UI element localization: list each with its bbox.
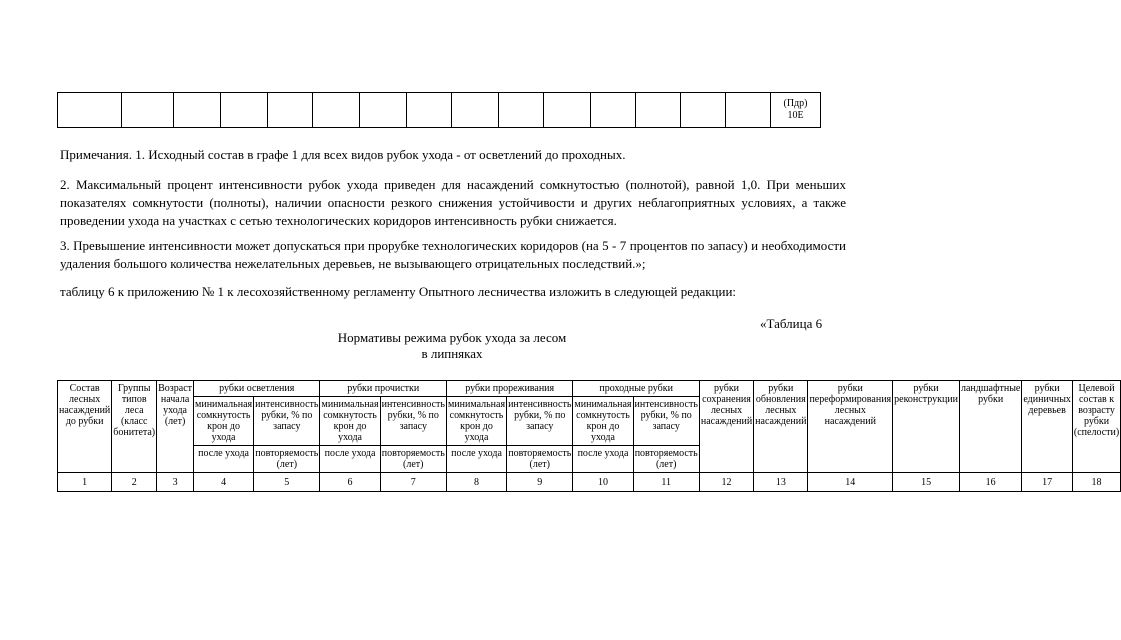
table-title-line1: Нормативы режима рубок ухода за лесом bbox=[337, 330, 567, 345]
header-cell: рубки обновления лесных насаждений bbox=[754, 381, 808, 473]
table-cell bbox=[499, 93, 544, 128]
header-cell: Группы типов леса (класс бонитета) bbox=[112, 381, 157, 473]
header-cell: после ухода bbox=[446, 446, 506, 473]
column-number: 2 bbox=[112, 473, 157, 492]
header-cell: рубки переформирования лесных насаждений bbox=[808, 381, 893, 473]
table-cell bbox=[544, 93, 591, 128]
header-cell: минимальная сомкнутость крон до ухода bbox=[320, 397, 380, 446]
header-cell: повторяемость (лет) bbox=[254, 446, 320, 473]
header-cell: минимальная сомкнутость крон до ухода bbox=[573, 397, 633, 446]
header-cell: интенсивность рубки, % по запасу bbox=[254, 397, 320, 446]
column-number: 13 bbox=[754, 473, 808, 492]
header-cell: рубки единичных деревьев bbox=[1022, 381, 1073, 473]
table-cell bbox=[452, 93, 499, 128]
column-number: 8 bbox=[446, 473, 506, 492]
header-cell: после ухода bbox=[573, 446, 633, 473]
header-cell: интенсивность рубки, % по запасу bbox=[507, 397, 573, 446]
column-number: 3 bbox=[157, 473, 194, 492]
note-2: 2. Максимальный процент интенсивности рубок ухода приведен для насаждений сомкнутостью (полнотой), равной 1,0. При меньших показателях сомкнутости (полноты), наличии опасности резкого снижения устойчивости и других неблагоприятных условиях, а также проведении ухода на участках с сетью технологических коридоров интенсивность рубки снижается. bbox=[60, 177, 846, 228]
column-number: 17 bbox=[1022, 473, 1073, 492]
header-cell: рубки сохранения лесных насаждений bbox=[699, 381, 753, 473]
column-number: 16 bbox=[959, 473, 1021, 492]
table-title bbox=[290, 330, 614, 362]
table-title-line2: в липняках bbox=[421, 346, 483, 361]
header-cell: после ухода bbox=[194, 446, 254, 473]
column-number: 7 bbox=[380, 473, 446, 492]
table-cell bbox=[636, 93, 681, 128]
column-number: 15 bbox=[893, 473, 960, 492]
table-cell bbox=[122, 93, 174, 128]
note-4: таблицу 6 к приложению № 1 к лесохозяйственному регламенту Опытного лесничества изложить в следующей редакции: bbox=[60, 284, 737, 299]
previous-table-fragment bbox=[57, 92, 821, 128]
column-number: 1 bbox=[58, 473, 112, 492]
table-cell bbox=[268, 93, 313, 128]
header-cell: Возраст начала ухода (лет) bbox=[157, 381, 194, 473]
header-cell: повторяемость (лет) bbox=[633, 446, 699, 473]
column-number: 12 bbox=[699, 473, 753, 492]
table-label: «Таблица 6 bbox=[760, 316, 823, 331]
note-3: 3. Превышение интенсивности может допускаться при прорубке технологических коридоров (на 5 - 7 процентов по запасу) и необходимости удаления большого количества нежелательных деревьев, не вызывающего отрицательных последствий.»; bbox=[60, 238, 846, 271]
header-cell: Целевой состав к возрасту рубки (спелости) bbox=[1072, 381, 1120, 473]
column-number: 9 bbox=[507, 473, 573, 492]
header-cell: минимальная сомкнутость крон до ухода bbox=[446, 397, 506, 446]
header-group-cell: рубки осветления bbox=[194, 381, 320, 397]
table-cell bbox=[407, 93, 452, 128]
column-number: 6 bbox=[320, 473, 380, 492]
header-cell: рубки реконструкции bbox=[893, 381, 960, 473]
note-1: Примечания. 1. Исходный состав в графе 1 для всех видов рубок ухода - от осветлений до проходных. bbox=[60, 147, 626, 162]
column-number: 14 bbox=[808, 473, 893, 492]
table-cell bbox=[726, 93, 771, 128]
header-group-cell: рубки прочистки bbox=[320, 381, 446, 397]
table-cell bbox=[360, 93, 407, 128]
column-number-row bbox=[58, 473, 1121, 492]
header-group-cell: проходные рубки bbox=[573, 381, 699, 397]
table-cell bbox=[681, 93, 726, 128]
header-cell: повторяемость (лет) bbox=[380, 446, 446, 473]
table-cell bbox=[174, 93, 221, 128]
table-cell bbox=[591, 93, 636, 128]
column-number: 11 bbox=[633, 473, 699, 492]
header-cell: интенсивность рубки, % по запасу bbox=[380, 397, 446, 446]
norms-table bbox=[57, 380, 1121, 492]
header-row-1 bbox=[58, 381, 1121, 397]
top-last-cell: (Пдр) 10Е bbox=[771, 93, 821, 128]
header-cell: интенсивность рубки, % по запасу bbox=[633, 397, 699, 446]
column-number: 18 bbox=[1072, 473, 1120, 492]
header-cell: минимальная сомкнутость крон до ухода bbox=[194, 397, 254, 446]
header-cell: Состав лесных насаждений до рубки bbox=[58, 381, 112, 473]
column-number: 4 bbox=[194, 473, 254, 492]
table-cell bbox=[58, 93, 122, 128]
header-cell: после ухода bbox=[320, 446, 380, 473]
header-group-cell: рубки прореживания bbox=[446, 381, 572, 397]
column-number: 5 bbox=[254, 473, 320, 492]
header-cell: ландшафтные рубки bbox=[959, 381, 1021, 473]
table-row bbox=[58, 93, 821, 128]
table-cell bbox=[313, 93, 360, 128]
header-cell: повторяемость (лет) bbox=[507, 446, 573, 473]
table-cell bbox=[221, 93, 268, 128]
column-number: 10 bbox=[573, 473, 633, 492]
